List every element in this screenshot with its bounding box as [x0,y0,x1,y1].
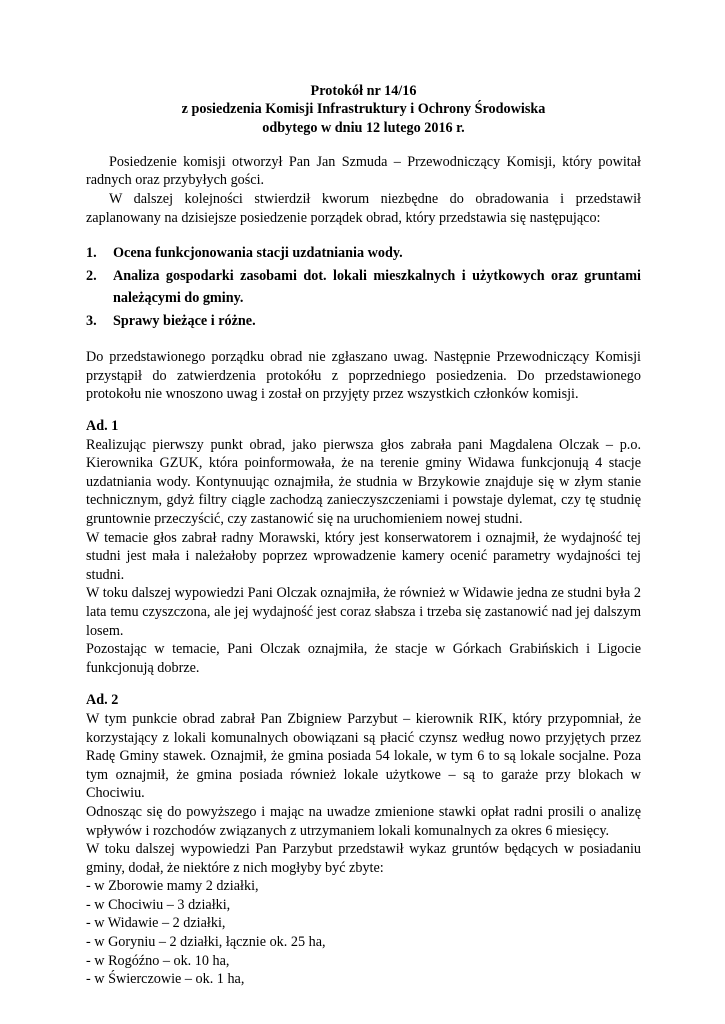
agenda-item [86,311,641,333]
ad1-heading: Ad. 1 [86,418,119,435]
ad1-paragraph-4: Pozostając w temacie, Pani Olczak oznajmiła, że stacje w Górkach Grabińskich i Ligocie funkcjonują dobrze. [86,641,641,676]
agenda-item [86,266,641,309]
land-plot-item: - w Widawie – 2 działki, [86,915,226,932]
ad1-paragraph-1: Realizując pierwszy punkt obrad, jako pierwsza głos zabrała pani Magdalena Olczak – p.o. Kierownika GZUK, która poinformowała, że na terenie gminy Widawa funkcjonują 4 stacje uzdatniania wody. Kontynuując oznajmiła, że studnia w Brzykowie znajduje się w złym stanie technicznym, gdyż filtry ciągle zachodzą zanieczyszczeniami i powstaje dylemat, czy tę studnię gruntownie przeczyścić, czy zastanowić się na uruchomieniem nowej studni. [86,436,641,528]
ad2-paragraph-3: W toku dalszej wypowiedzi Pan Parzybut przedstawił wykaz gruntów będących w posiadaniu gminy, dodał, że niektóre z nich mogłyby być zbyte: [86,841,641,876]
agenda-item-number: 2. [86,268,97,285]
document-title-line-3: odbytego w dniu 12 lutego 2016 r. [262,119,465,136]
intro-paragraph-1: Posiedzenie komisji otworzył Pan Jan Szmuda – Przewodniczący Komisji, który powitał radnych oraz przybyłych gości. [86,153,641,189]
ad1-paragraph-3: W toku dalszej wypowiedzi Pani Olczak oznajmiła, że również w Widawie jedna ze studni była 2 lata temu czyszczona, ale jej wydajność jest coraz słabsza i trzeba się zastanowić nad jej dalszym losem. [86,585,641,639]
ad1-paragraph-2: W temacie głos zabrał radny Morawski, który jest konserwatorem i oznajmił, że wydajność tej studni jest mała i należałoby poprzez wprowadzenie kamery ocenić parametry wydajności tej studni. [86,529,641,583]
land-plot-item: - w Świerczowie – ok. 1 ha, [86,971,245,988]
document-title-line-2: z posiedzenia Komisji Infrastruktury i Ochrony Środowiska [181,101,546,118]
land-plot-item: - w Chociwiu – 3 działki, [86,896,231,913]
land-plots-list [86,877,641,989]
ad2-heading: Ad. 2 [86,692,119,709]
agenda-item-text: Analiza gospodarki zasobami dot. lokali mieszkalnych i użytkowych oraz gruntami należącymi do gminy. [113,268,641,306]
agenda-approval-paragraph: Do przedstawionego porządku obrad nie zgłaszano uwag. Następnie Przewodniczący Komisji przystąpił do zatwierdzenia protokółu z poprzedniego posiedzenia. Do przedstawionego protokołu nie wnoszono uwag i został on przyjęty przez wszystkich członków komisji. [86,349,641,403]
land-plot-item: - w Zborowie mamy 2 działki, [86,878,259,895]
land-plot-item: - w Rogóźno – ok. 10 ha, [86,952,230,969]
agenda-list [86,243,641,332]
agenda-item-number: 3. [86,312,97,329]
land-plot-item: - w Goryniu – 2 działki, łącznie ok. 25 ha, [86,934,326,951]
intro-paragraph-2: W dalszej kolejności stwierdził kworum niezbędne do obradowania i przedstawił zaplanowany na dzisiejsze posiedzenie porządek obrad, który przedstawia się następująco: [86,191,641,226]
document-title-line-1: Protokół nr 14/16 [310,83,417,99]
ad2-paragraph-1: W tym punkcie obrad zabrał Pan Zbigniew Parzybut – kierownik RIK, który przypomniał, że korzystający z lokali komunalnych obowiązani są płacić czynsz według nowo przyjętych przez Radę Gminy stawek. Oznajmił, że gmina posiada 54 lokale, w tym 6 to są lokale socjalne. Poza tym oznajmił, że gmina posiada również lokale użytkowe – są to garaże przy blokach w Chociwiu. [86,710,641,802]
agenda-item-text: Sprawy bieżące i różne. [113,312,256,329]
ad2-paragraph-2: Odnosząc się do powyższego i mając na uwadze zmienione stawki opłat radni prosili o analizę wpływów i rozchodów związanych z utrzymaniem lokali komunalnych za okres 6 miesięcy. [86,803,641,839]
agenda-item [86,243,641,265]
agenda-item-text: Ocena funkcjonowania stacji uzdatniania wody. [113,245,403,262]
document-page [86,82,641,989]
agenda-item-number: 1. [86,245,97,262]
